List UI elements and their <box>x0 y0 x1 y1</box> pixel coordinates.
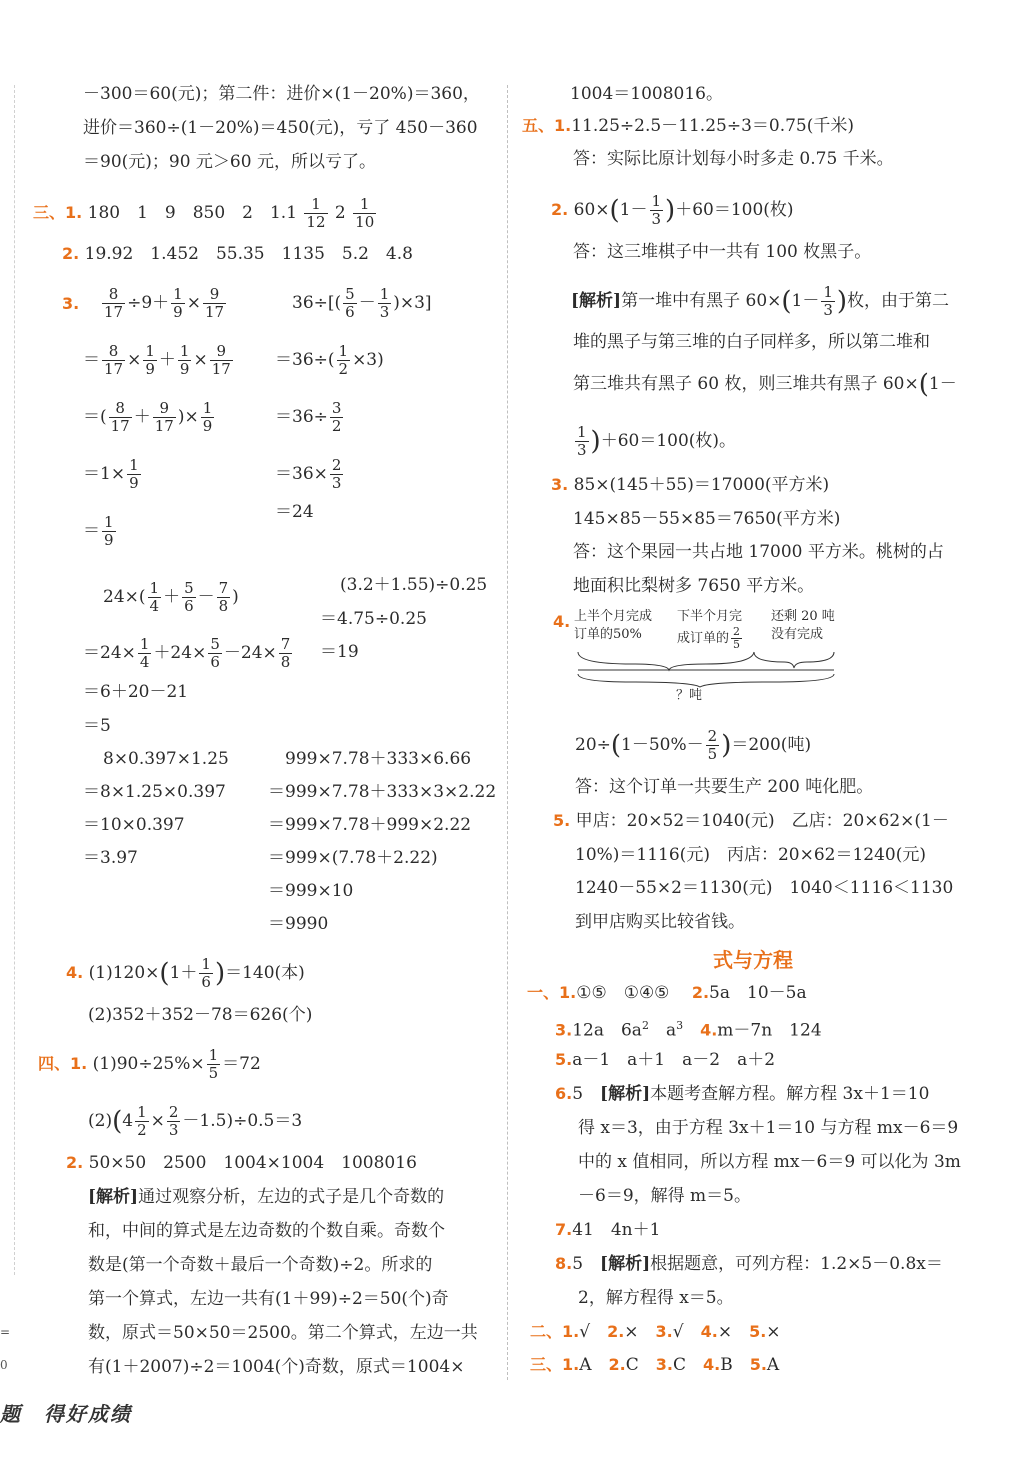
answer-line: 一、1.①⑤ ①④⑤ 2.5a 10－5a <box>527 983 807 1003</box>
section-3-row-1: 三、1. 180 1 9 850 2 1.1 $\frac{1}{12}$ 2 $\frac{1}{10}$ <box>33 195 375 231</box>
calc-line: ＝999×(7.78＋2.22) <box>268 848 438 868</box>
analysis-line: 中的 x 值相同，所以方程 mx－6＝9 可以化为 3m <box>578 1152 961 1172</box>
brace-first-half <box>578 652 754 670</box>
calc-line: ＝5 <box>83 716 111 736</box>
brace-total <box>578 674 834 687</box>
calc-line: 999×7.78＋333×6.66 <box>285 749 472 769</box>
calc-line: ＝24× $\frac{1}{4}$ ＋24× $\frac{5}{6}$ －24× $\frac{7}{8}$ <box>83 635 291 671</box>
calc-line: ＝3.97 <box>83 848 138 868</box>
calc-line: (3.2＋1.55)÷0.25 <box>340 575 488 595</box>
calc-line: ＝999×7.78＋333×3×2.22 <box>268 782 497 802</box>
calc-line: 8×0.397×1.25 <box>103 749 229 769</box>
answer-line: 145×85－55×85＝7650(平方米) <box>573 509 841 529</box>
answer-line: 答：实际比原计划每小时多走 0.75 千米。 <box>573 149 894 169</box>
calc-line: ＝9990 <box>268 914 329 934</box>
calc-line: ＝ $\frac{1}{9}$ <box>83 513 114 549</box>
diagram-label: ？吨 <box>676 688 703 703</box>
calc-line: ＝36× $\frac{2}{3}$ <box>275 456 342 492</box>
answer-line: 3. 85×(145＋55)＝17000(平方米) <box>551 475 830 495</box>
calc-line: 4. (1)120×(1＋ $\frac{1}{6}$ )＝140(本) <box>66 955 305 991</box>
calc-line: ＝10×0.397 <box>83 815 185 835</box>
calc-line: $\frac{8}{17}$ ÷9＋ $\frac{1}{9}$ × $\frac{9}{17}$ <box>104 285 225 321</box>
answer-line: 5. 甲店：20×52＝1040(元) 乙店：20×62×(1－ <box>553 811 949 831</box>
answer-line: 1240－55×2＝1130(元) 1040＜1116＜1130 <box>575 878 954 898</box>
calc-line: ＝ $\frac{8}{17}$ × $\frac{1}{9}$ ＋ $\frac{1}{9}$ × $\frac{9}{17}$ <box>83 342 231 378</box>
column-divider <box>507 85 508 1380</box>
calc-line: 四、1. (1)90÷25%× $\frac{1}{5}$ ＝72 <box>38 1046 261 1082</box>
calc-line: ＝36÷( $\frac{1}{2}$ ×3) <box>275 342 384 378</box>
analysis-line: 和，中间的算式是左边奇数的个数自乘。奇数个 <box>88 1221 445 1241</box>
analysis-line: 数，原式＝50×50＝2500。第二个算式，左边一共 <box>88 1323 478 1343</box>
line-segment-diagram <box>572 648 842 688</box>
calc-line: 24×( $\frac{1}{4}$ ＋ $\frac{5}{6}$ － $\frac{7}{8}$ ) <box>103 579 239 615</box>
answer-line: 2. 60×(1－ $\frac{1}{3}$ )＋60＝100(枚) <box>551 192 794 228</box>
section-label: 三、1. <box>33 203 83 222</box>
answer-line: 五、1.11.25÷2.5－11.25÷3＝0.75(千米) <box>522 116 855 136</box>
margin-mark: = <box>0 1325 11 1339</box>
answer-line: 10%)＝1116(元) 丙店：20×62＝1240(元) <box>575 845 926 865</box>
calc-line: ＝8×1.25×0.397 <box>83 782 226 802</box>
analysis-line: 2，解方程得 x＝5。 <box>578 1288 734 1308</box>
calc-line: ＝36÷ $\frac{3}{2}$ <box>275 399 342 435</box>
analysis-line: 有(1＋2007)÷2＝1004(个)奇数，原式＝1004× <box>88 1357 465 1377</box>
calc-line: ＝4.75÷0.25 <box>320 609 427 629</box>
answer-line: 3.12a $6a^2$ $a^3$ 4.m－7n 124 <box>555 1019 822 1041</box>
analysis-line: [解析]第一堆中有黑子 60×(1－ $\frac{1}{3}$ )枚，由于第二 <box>571 283 950 319</box>
margin-mark: 0 <box>0 1358 8 1372</box>
diagram-label: 还剩 20 吨 没有完成 <box>771 609 835 642</box>
fraction: $\frac{1}{10}$ <box>355 195 375 231</box>
answer-line: 1004＝1008016。 <box>570 84 723 104</box>
answer-line: 地面积比梨树多 7650 平方米。 <box>573 576 815 596</box>
left-edge-line <box>14 85 15 1275</box>
analysis-line: $\frac{1}{3}$ )＋60＝100(枚)。 <box>577 423 737 459</box>
answer-line: 到甲店购买比较省钱。 <box>575 912 745 932</box>
analysis-line: 得 x＝3，由于方程 3x＋1＝10 与方程 mx－6＝9 <box>578 1118 959 1138</box>
diagram-label: 下半个月完 成订单的 $\frac{2}{5}$ <box>677 609 743 651</box>
analysis-line: 堆的黑子与第三堆的白子同样多，所以第二堆和 <box>573 332 930 352</box>
brace-second-half <box>754 652 834 668</box>
section-3-row-2: 2. 19.92 1.452 55.35 1135 5.2 4.8 <box>62 244 413 264</box>
answer-line: 答：这个果园一共占地 17000 平方米。桃树的占 <box>573 542 944 562</box>
fraction: $\frac{1}{12}$ <box>306 195 326 231</box>
calc-line: ＝19 <box>320 642 359 662</box>
calc-line: ＝6＋20－21 <box>83 682 189 702</box>
calc-line: 36÷[( $\frac{5}{6}$ － $\frac{1}{3}$ )×3] <box>292 285 432 321</box>
calc-line: ＝24 <box>275 502 314 522</box>
answer-line: 进价＝360÷(1－20%)＝450(元)，亏了 450－360 <box>83 118 478 138</box>
answer-line: ＝90(元)；90 元＞60 元，所以亏了。 <box>83 152 376 172</box>
analysis-tag: [解析] <box>88 1187 139 1207</box>
question-number: 3. <box>62 294 80 313</box>
answer-line: －300＝60(元)；第二件：进价×(1－20%)＝360， <box>83 84 480 104</box>
answer-line: 答：这个订单一共要生产 200 吨化肥。 <box>575 777 874 797</box>
analysis-line: [解析]通过观察分析，左边的式子是几个奇数的 <box>88 1187 445 1207</box>
calc-line: (2)352＋352－78＝626(个) <box>88 1005 313 1025</box>
answer-line: 7.41 4n＋1 <box>555 1220 661 1240</box>
question-number: 4. <box>553 612 571 631</box>
calc-line: ＝( $\frac{8}{17}$ ＋ $\frac{9}{17}$ )× $\frac{1}{9}$ <box>83 399 213 435</box>
page-footer: 题 得好成绩 <box>0 1402 132 1426</box>
calc-line: ＝1× $\frac{1}{9}$ <box>83 456 139 492</box>
calc-line: 2. 50×50 2500 1004×1004 1008016 <box>66 1153 417 1173</box>
answer-line: 6.5 [解析]本题考查解方程。解方程 3x＋1＝10 <box>555 1084 930 1104</box>
answer-line: 三、1.A 2.C 3.C 4.B 5.A <box>530 1355 780 1375</box>
analysis-line: －6＝9，解得 m＝5。 <box>578 1186 751 1206</box>
analysis-line: 数是(第一个奇数＋最后一个奇数)÷2。所求的 <box>88 1255 433 1275</box>
section-heading: 式与方程 <box>713 948 793 972</box>
answer-line: 答：这三堆棋子中一共有 100 枚黑子。 <box>573 242 872 262</box>
calc-line: ＝999×7.78＋999×2.22 <box>268 815 472 835</box>
answer-line: 二、1.√ 2.× 3.√ 4.× 5.× <box>530 1322 781 1342</box>
answer-line: 20÷(1－50%－ $\frac{2}{5}$ )＝200(吨) <box>575 727 812 763</box>
calc-line: ＝999×10 <box>268 881 354 901</box>
analysis-line: 第三堆共有黑子 60 枚，则三堆共有黑子 60×(1－ <box>573 369 957 400</box>
answer-line: 5.a－1 a＋1 a－2 a＋2 <box>555 1050 776 1070</box>
calc-line: (2)(4 $\frac{1}{2}$ × $\frac{2}{3}$ －1.5)÷0.5＝3 <box>88 1103 303 1139</box>
diagram-label: 上半个月完成 订单的50% <box>574 609 653 642</box>
answer-line: 8.5 [解析]根据题意，可列方程：1.2×5－0.8x＝ <box>555 1254 943 1274</box>
analysis-line: 第一个算式，左边一共有(1＋99)÷2＝50(个)奇 <box>88 1289 449 1309</box>
